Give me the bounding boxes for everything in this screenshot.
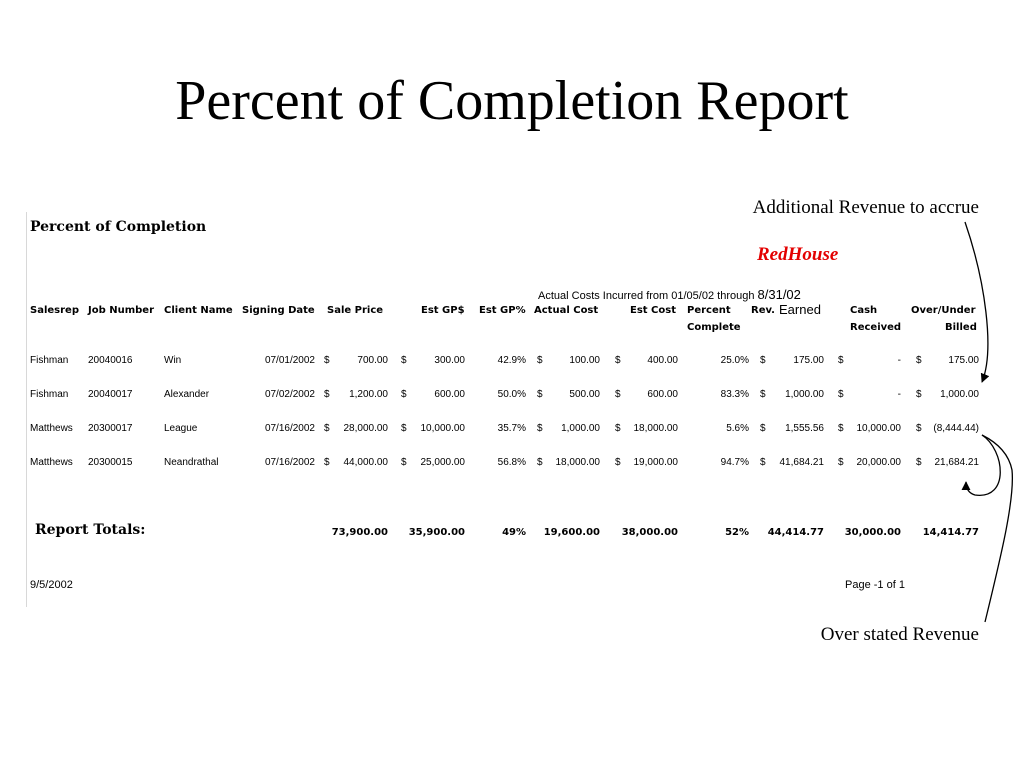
report-totals-label: Report Totals: [35, 522, 146, 538]
cell-percent-complete: 5.6% [726, 423, 749, 434]
cell-job-number: 20300017 [88, 423, 133, 434]
currency-symbol: $ [838, 457, 844, 468]
cell-signing-date: 07/16/2002 [264, 423, 315, 434]
cell-est-cost: 18,000.00 [633, 423, 678, 434]
col-header-cash-received-line2: Received [850, 322, 902, 333]
cell-salesrep: Matthews [30, 423, 73, 434]
total-est-gp: 35,900.00 [408, 527, 465, 538]
cell-cash-received: - [897, 355, 901, 366]
callout-overstated-revenue: Over stated Revenue [820, 624, 979, 645]
currency-symbol: $ [615, 389, 621, 400]
cell-over-under-billed: 175.00 [948, 355, 979, 366]
currency-symbol: $ [916, 457, 922, 468]
slide-title: Percent of Completion Report [175, 70, 849, 132]
cell-client-name: League [164, 423, 198, 434]
company-name: RedHouse [757, 244, 839, 265]
currency-symbol: $ [838, 423, 844, 434]
col-header-salesrep: Salesrep [30, 305, 79, 316]
currency-symbol: $ [537, 423, 543, 434]
currency-symbol: $ [537, 389, 543, 400]
cell-est-gp-pct: 35.7% [497, 423, 526, 434]
cell-est-gp: 10,000.00 [420, 423, 465, 434]
currency-symbol: $ [615, 457, 621, 468]
cell-job-number: 20040016 [88, 355, 133, 366]
cell-actual-cost: 500.00 [569, 389, 600, 400]
cell-rev-earned: 175.00 [793, 355, 824, 366]
currency-symbol: $ [615, 423, 621, 434]
actual-costs-note [538, 287, 801, 302]
cell-over-under-billed: (8,444.44) [933, 423, 979, 434]
cell-est-gp-pct: 50.0% [497, 389, 526, 400]
currency-symbol: $ [324, 423, 330, 434]
currency-symbol: $ [537, 355, 543, 366]
currency-symbol: $ [401, 457, 407, 468]
col-header-percent-complete: Percent [687, 305, 731, 316]
cell-job-number: 20300015 [88, 457, 133, 468]
cell-over-under-billed: 1,000.00 [940, 389, 979, 400]
cell-sale-price: 700.00 [357, 355, 388, 366]
col-header-est-gp: Est GP$ [421, 305, 465, 316]
currency-symbol: $ [324, 457, 330, 468]
footer-page: Page -1 of 1 [845, 579, 905, 591]
currency-symbol: $ [916, 355, 922, 366]
total-est-cost: 38,000.00 [621, 527, 678, 538]
cell-over-under-billed: 21,684.21 [934, 457, 979, 468]
currency-symbol: $ [760, 389, 766, 400]
cell-rev-earned: 1,000.00 [785, 389, 824, 400]
cell-client-name: Neandrathal [164, 457, 219, 468]
cell-cash-received: - [897, 389, 901, 400]
cell-est-cost: 400.00 [647, 355, 678, 366]
cell-actual-cost: 100.00 [569, 355, 600, 366]
col-header-sale-price: Sale Price [327, 305, 384, 316]
through-date: 8/31/02 [757, 287, 801, 302]
currency-symbol: $ [401, 423, 407, 434]
col-header-over-under-billed: Over/Under [911, 305, 976, 316]
col-header-rev-earned: Rev. [751, 305, 775, 316]
col-header-over-under-billed-line2: Billed [945, 322, 977, 333]
currency-symbol: $ [324, 389, 330, 400]
col-header-rev-earned-line2: Earned [779, 302, 821, 317]
col-header-actual-cost: Actual Cost [534, 305, 599, 316]
footer-date: 9/5/2002 [30, 579, 73, 591]
cell-rev-earned: 1,555.56 [785, 423, 824, 434]
total-rev-earned: 44,414.77 [767, 527, 824, 538]
report-title: Percent of Completion [30, 219, 207, 235]
currency-symbol: $ [916, 389, 922, 400]
currency-symbol: $ [916, 423, 922, 434]
currency-symbol: $ [760, 423, 766, 434]
cell-sale-price: 44,000.00 [343, 457, 388, 468]
cell-client-name: Win [164, 355, 182, 366]
currency-symbol: $ [537, 457, 543, 468]
cell-rev-earned: 41,684.21 [779, 457, 824, 468]
col-header-est-gp-pct: Est GP% [479, 305, 526, 316]
cell-job-number: 20040017 [88, 389, 133, 400]
currency-symbol: $ [401, 389, 407, 400]
callout-additional-revenue: Additional Revenue to accrue [752, 197, 979, 218]
cell-est-cost: 19,000.00 [633, 457, 678, 468]
cell-est-gp: 300.00 [434, 355, 465, 366]
currency-symbol: $ [401, 355, 407, 366]
cell-est-gp-pct: 56.8% [497, 457, 526, 468]
col-header-job-number: Job Number [88, 305, 155, 316]
col-header-cash-received: Cash [850, 305, 878, 316]
cell-est-gp-pct: 42.9% [497, 355, 526, 366]
actual-costs-note-text: Actual Costs Incurred from 01/05/02 through [538, 290, 755, 302]
cell-sale-price: 28,000.00 [343, 423, 388, 434]
total-est-gp-pct: 49% [502, 527, 526, 538]
cell-client-name: Alexander [164, 389, 210, 400]
currency-symbol: $ [838, 355, 844, 366]
cell-signing-date: 07/16/2002 [264, 457, 315, 468]
total-actual-cost: 19,600.00 [543, 527, 600, 538]
cell-salesrep: Fishman [30, 389, 69, 400]
total-cash-received: 30,000.00 [844, 527, 901, 538]
cell-est-gp: 25,000.00 [420, 457, 465, 468]
col-header-percent-complete-line2: Complete [687, 322, 741, 333]
total-percent-complete: 52% [725, 527, 749, 538]
report-image [26, 212, 997, 607]
cell-cash-received: 20,000.00 [856, 457, 901, 468]
cell-percent-complete: 83.3% [720, 389, 749, 400]
cell-actual-cost: 1,000.00 [561, 423, 600, 434]
cell-percent-complete: 94.7% [720, 457, 749, 468]
currency-symbol: $ [615, 355, 621, 366]
total-sale-price: 73,900.00 [331, 527, 388, 538]
cell-actual-cost: 18,000.00 [555, 457, 600, 468]
col-header-est-cost: Est Cost [630, 305, 676, 316]
cell-salesrep: Fishman [30, 355, 69, 366]
currency-symbol: $ [324, 355, 330, 366]
cell-sale-price: 1,200.00 [349, 389, 388, 400]
currency-symbol: $ [838, 389, 844, 400]
cell-est-cost: 600.00 [647, 389, 678, 400]
cell-salesrep: Matthews [30, 457, 73, 468]
cell-percent-complete: 25.0% [720, 355, 749, 366]
currency-symbol: $ [760, 355, 766, 366]
cell-est-gp: 600.00 [434, 389, 465, 400]
total-over-under-billed: 14,414.77 [922, 527, 979, 538]
cell-cash-received: 10,000.00 [856, 423, 901, 434]
cell-signing-date: 07/01/2002 [264, 355, 315, 366]
col-header-client-name: Client Name [164, 305, 233, 316]
currency-symbol: $ [760, 457, 766, 468]
cell-signing-date: 07/02/2002 [264, 389, 315, 400]
col-header-signing-date: Signing Date [242, 305, 315, 316]
